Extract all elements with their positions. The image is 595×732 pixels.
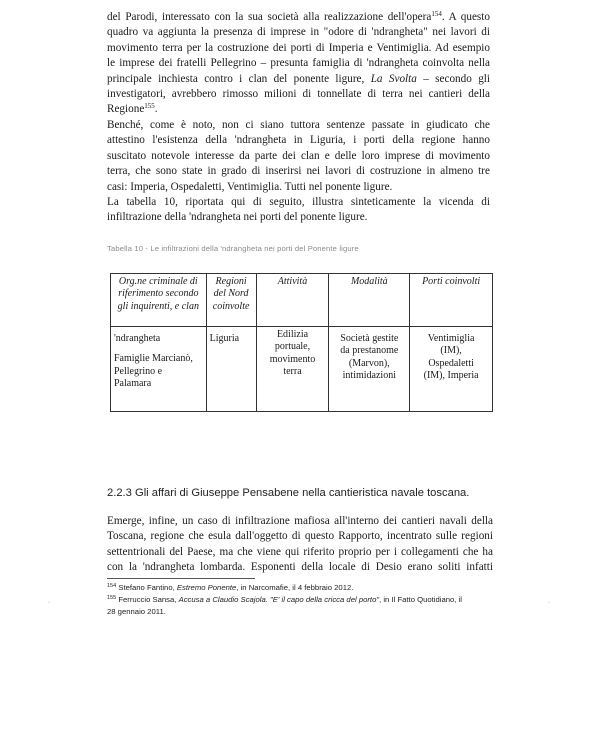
paragraph-tuscany <box>107 514 493 576</box>
header-org: Org.ne criminale di riferimento secondo gli inquirenti, e clan <box>111 274 207 327</box>
text-line: settentrionali del Paese, ma che viene qui riferito proprio per i collegamenti che ha <box>107 545 493 558</box>
paragraph-table-intro <box>107 195 490 226</box>
paragraph-intro <box>107 10 490 118</box>
cell-modalita: Società gestite da prestanome (Marvon), intimidazioni <box>329 327 410 412</box>
header-porti: Porti coinvolti <box>410 274 493 327</box>
cell-regioni: Liguria <box>206 327 256 412</box>
text-line: del Parodi, interessato con la sua società alla realizzazione dell'opera$^{154}$. A questo <box>107 10 490 23</box>
text-line: casi: Imperia, Ospedaletti, Ventimiglia. Tutti nel ponente ligure. <box>107 180 393 193</box>
cell-porti: Ventimiglia (IM), Ospedaletti (IM), Imperia <box>410 327 493 412</box>
text-line: investigatori, avrebbero rimosso milioni di tonnellate di terra nei cantieri della <box>107 87 490 100</box>
table-caption: Tabella 10 - Le infiltrazioni della 'ndrangheta nei porti del Ponente ligure <box>107 244 359 253</box>
text-line: Benché, come è noto, non ci siano tuttora sentenze passate in giudicato che <box>107 119 490 131</box>
scan-mark: · <box>548 600 550 606</box>
header-attivita: Attività <box>256 274 329 327</box>
footnote-154: $^{154}$ Stefano Fantino, Estremo Ponente, in Narcomafie, il 4 febbraio 2012. <box>107 583 354 592</box>
text-line: La tabella 10, riportata qui di seguito, illustra sinteticamente la vicenda di <box>107 196 490 208</box>
section-heading: 2.2.3 Gli affari di Giuseppe Pensabene nella cantieristica navale toscana. <box>107 487 470 499</box>
footnote-155-continued: 28 gennaio 2011. <box>107 607 166 616</box>
footnote-ref-154[interactable]: 154 <box>431 10 442 18</box>
paragraph-ports <box>107 118 490 195</box>
cell-org: 'ndrangheta Famiglie Marcianò, Pellegrino e Palamara <box>111 327 207 412</box>
scan-mark: · <box>48 600 50 606</box>
text-line: quadro va aggiunta la presenza di imprese in "odore di 'ndrangheta" nei lavori di <box>107 26 490 39</box>
text-line: Toscana, regione che esula dall'oggetto di questo Rapporto, incentrato sulle regioni <box>107 530 493 543</box>
text-line: infiltrazione della 'ndrangheta nei porti del ponente ligure. <box>107 211 368 224</box>
table-row <box>111 327 493 412</box>
infiltration-table <box>110 273 493 412</box>
table-header-row <box>111 274 493 327</box>
footnote-ref-155[interactable]: 155 <box>144 102 155 111</box>
footnote-separator <box>107 578 255 579</box>
header-modalita: Modalità <box>329 274 410 327</box>
text-line: movimento terra per la costruzione dei porti di Imperia e Ventimiglia. Ad esempio <box>107 41 490 54</box>
text-line: principale inchiesta contro i clan del ponente ligure, La Svolta – secondo gli <box>107 72 491 85</box>
text-line: le imprese dei fratelli Pellegrino – presunta famiglia di 'ndrangheta coinvolta nella <box>107 57 490 70</box>
text-line: attestino l'esistenza della 'ndrangheta in Liguria, i porti della regione hanno <box>107 134 490 147</box>
text-line: Emerge, infine, un caso di infiltrazione mafiosa all'interno dei cantieri navali della <box>107 515 493 527</box>
text-line: Regione$^{155}$. <box>107 102 158 116</box>
text-line: terra, che sono state in grado di inserirsi nei lavori di costruzione in almeno tre <box>107 165 490 178</box>
italic-title: La Svolta <box>370 72 417 85</box>
header-regioni: Regioni del Nord coinvolte <box>206 274 256 327</box>
cell-attivita: Edilizia portuale, movimento terra <box>256 327 329 412</box>
text-line: con la 'ndrangheta lombarda. Esponenti della locale di Desio erano soliti infatti <box>107 561 493 574</box>
text-line: suscitato notevole interesse da parte dei clan e delle loro imprese di movimento <box>107 149 490 162</box>
footnote-155: $^{155}$ Ferruccio Sansa, Accusa a Claudio Scajola. "E' il capo della cricca del porto", in Il Fatto Quotidiano, il <box>107 595 462 604</box>
